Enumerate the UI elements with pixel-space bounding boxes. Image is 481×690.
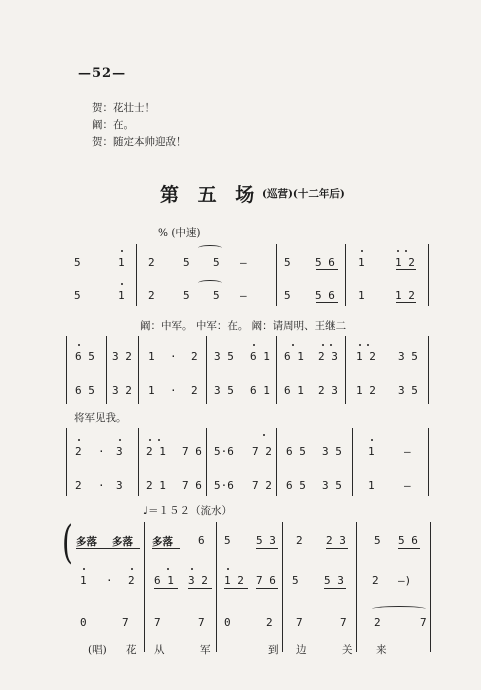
barline — [430, 522, 431, 652]
note: 2 — [75, 445, 82, 458]
barline — [66, 336, 67, 404]
note: 1 2 — [224, 574, 244, 587]
note: · — [170, 384, 177, 397]
tempo-mark: % (中速) — [158, 227, 201, 239]
lyric-char: 军 — [200, 644, 211, 656]
note: 1 — [80, 574, 87, 587]
note: 7 — [296, 616, 303, 629]
barline — [136, 244, 137, 306]
barline — [345, 336, 346, 404]
note: 2 — [191, 384, 198, 397]
note: 7 — [154, 616, 161, 629]
dot — [121, 250, 123, 252]
barline — [216, 522, 217, 652]
barline — [206, 428, 207, 496]
note: 1 2 — [395, 256, 415, 269]
note: 1 — [368, 479, 375, 492]
dot — [121, 283, 123, 285]
barline — [352, 428, 353, 496]
note: 7 — [198, 616, 205, 629]
note: · — [98, 479, 105, 492]
note: 5 6 — [315, 256, 335, 269]
barline — [66, 428, 67, 496]
slur — [198, 280, 222, 286]
note: 2 — [148, 289, 155, 302]
note: 5 — [213, 289, 220, 302]
note: 1 2 — [395, 289, 415, 302]
note: 2 — [75, 479, 82, 492]
underline — [188, 588, 212, 589]
note: 2 — [191, 350, 198, 363]
note: — — [240, 289, 247, 302]
note: 7 2 — [252, 479, 272, 492]
note: 6 5 — [75, 384, 95, 397]
note: 6 5 — [75, 350, 95, 363]
note: 5 3 — [324, 574, 344, 587]
note: 7 2 — [252, 445, 272, 458]
lyric-char: 关 — [342, 644, 353, 656]
note: 1 — [148, 350, 155, 363]
note: 2 — [296, 534, 303, 547]
dot — [367, 344, 369, 346]
barline — [428, 244, 429, 306]
dot — [359, 344, 361, 346]
percussion-syllable: 多落 — [76, 536, 97, 548]
note: 5 3 — [256, 534, 276, 547]
note: —) — [398, 574, 412, 587]
note: 2 1 — [146, 479, 166, 492]
note: 5 — [224, 534, 231, 547]
dot — [158, 439, 160, 441]
underline — [76, 548, 140, 549]
note: — — [240, 256, 247, 269]
note: 3 2 — [112, 350, 132, 363]
note: 0 — [224, 616, 231, 629]
note: 2 — [266, 616, 273, 629]
barline — [106, 336, 107, 404]
dot — [119, 439, 121, 441]
note: 1 — [358, 289, 365, 302]
note: 3 5 — [214, 350, 234, 363]
note: 6 1 — [284, 384, 304, 397]
lyric-line-1: 阚：中军。 中军：在。 阚：请周明、王继二 — [140, 320, 347, 332]
note: 1 2 — [356, 384, 376, 397]
barline — [356, 522, 357, 652]
note: 1 2 — [356, 350, 376, 363]
note: 2 3 — [318, 350, 338, 363]
note: 5 — [374, 534, 381, 547]
note: 1 — [118, 289, 125, 302]
barline — [206, 336, 207, 404]
barline — [138, 336, 139, 404]
page-number: —52— — [78, 66, 127, 81]
dot — [191, 568, 193, 570]
note: · — [98, 445, 105, 458]
note: 2 — [374, 616, 381, 629]
note: 7 6 — [256, 574, 276, 587]
note: 5 6 — [398, 534, 418, 547]
dialog-line-2: 阚：在。 — [92, 119, 134, 131]
barline — [428, 336, 429, 404]
note: 5 6 — [315, 289, 335, 302]
barline — [138, 428, 139, 496]
lyric-char: 从 — [154, 644, 165, 656]
underline — [326, 548, 348, 549]
percussion-syllable: 多落 — [112, 536, 133, 548]
dot — [371, 439, 373, 441]
dot — [78, 439, 80, 441]
note: 7 6 — [182, 445, 202, 458]
barline — [282, 522, 283, 652]
dot — [83, 568, 85, 570]
note: · — [106, 574, 113, 587]
note: 6 — [198, 534, 205, 547]
note: 1 — [118, 256, 125, 269]
scene-subtitle: (巡营)(十二年后) — [262, 188, 345, 200]
dot — [167, 568, 169, 570]
dot — [263, 434, 265, 436]
barline — [276, 336, 277, 404]
note: 2 3 — [326, 534, 346, 547]
dialog-line-3: 贺：随定本帅迎敌！ — [92, 136, 187, 148]
note: 3 2 — [188, 574, 208, 587]
note: 7 — [340, 616, 347, 629]
note: 3 5 — [322, 479, 342, 492]
barline — [276, 428, 277, 496]
lyric-cue: (唱) — [88, 644, 107, 656]
note: 5 — [183, 289, 190, 302]
note: 3 2 — [112, 384, 132, 397]
dot — [397, 250, 399, 252]
underline — [224, 588, 248, 589]
underline — [256, 548, 278, 549]
note: 5 — [284, 256, 291, 269]
note: 6 5 — [286, 479, 306, 492]
note: 2 — [148, 256, 155, 269]
note: — — [404, 479, 411, 492]
slur — [198, 245, 222, 251]
underline — [316, 302, 338, 303]
underline — [154, 588, 178, 589]
note: 3 5 — [322, 445, 342, 458]
note: 5·6 — [214, 479, 234, 492]
underline — [256, 588, 278, 589]
dot — [292, 344, 294, 346]
note: 2 1 — [146, 445, 166, 458]
note: 7 6 — [182, 479, 202, 492]
note: 5 — [183, 256, 190, 269]
dot — [149, 439, 151, 441]
note: 1 — [368, 445, 375, 458]
note: 7 — [420, 616, 427, 629]
underline — [152, 548, 180, 549]
underline — [396, 269, 416, 270]
dot — [330, 344, 332, 346]
tempo-mark-2: ♩＝１５２（流水） — [143, 505, 232, 517]
note: 5·6 — [214, 445, 234, 458]
scene-title: 第 五 场 — [160, 184, 261, 206]
note: 1 — [148, 384, 155, 397]
note: 3 — [116, 479, 123, 492]
note: — — [404, 445, 411, 458]
underline — [398, 548, 420, 549]
note: 6 5 — [286, 445, 306, 458]
note: 3 5 — [398, 384, 418, 397]
dot — [227, 568, 229, 570]
lyric-line-2: 将军见我。 — [74, 412, 127, 424]
dot — [322, 344, 324, 346]
note: 1 — [358, 256, 365, 269]
dot — [131, 568, 133, 570]
note: 3 — [116, 445, 123, 458]
underline — [316, 269, 338, 270]
lyric-char: 边 — [296, 644, 307, 656]
lyric-char: 来 — [376, 644, 387, 656]
note: 6 1 — [154, 574, 174, 587]
underline — [396, 302, 416, 303]
note: 5 — [213, 256, 220, 269]
barline — [428, 428, 429, 496]
note: · — [170, 350, 177, 363]
note: 5 — [292, 574, 299, 587]
barline — [276, 244, 277, 306]
note: 7 — [122, 616, 129, 629]
note: 3 5 — [214, 384, 234, 397]
note: 6 1 — [250, 350, 270, 363]
lyric-char: 到 — [268, 644, 279, 656]
dot — [405, 250, 407, 252]
lyric-char: 花 — [126, 644, 137, 656]
dot — [78, 344, 80, 346]
percussion-syllable: 多落 — [152, 536, 173, 548]
dot — [361, 250, 363, 252]
note: 5 — [284, 289, 291, 302]
bracket: ( — [62, 516, 73, 569]
note: 0 — [80, 616, 87, 629]
dot — [253, 344, 255, 346]
note: 6 1 — [284, 350, 304, 363]
note: 5 — [74, 256, 81, 269]
barline — [345, 244, 346, 306]
note: 6 1 — [250, 384, 270, 397]
dialog-line-1: 贺：花壮士！ — [92, 102, 155, 114]
note: 3 5 — [398, 350, 418, 363]
note: 2 3 — [318, 384, 338, 397]
note: 5 — [74, 289, 81, 302]
note: 2 — [128, 574, 135, 587]
barline — [144, 522, 145, 652]
slur — [372, 606, 426, 612]
note: 2 — [372, 574, 379, 587]
underline — [324, 588, 346, 589]
